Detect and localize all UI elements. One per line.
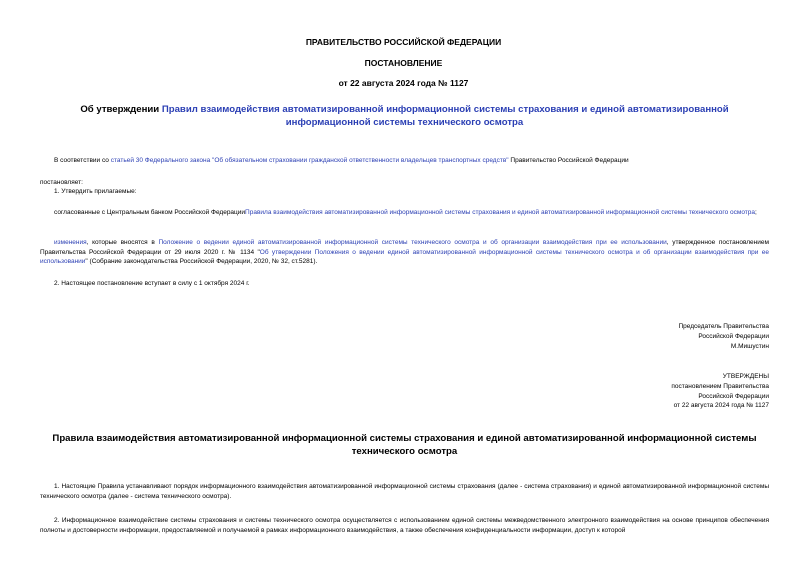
item-2: 2. Настоящее постановление вступает в силу с 1 октября 2024 г.	[54, 280, 250, 287]
agreed-text-1: согласованные с Центральным банком Российской Федерации	[54, 209, 246, 216]
rules-title: Правила взаимодействия автоматизированной информационной системы страхования и единой автоматизированной информационной системы технического осмотра	[52, 433, 757, 457]
title-rules-link[interactable]: Правил взаимодействия автоматизированной информационной системы страхования и единой автоматизированной информационной системы технического осмотра	[161, 104, 729, 128]
resolution-title-link[interactable]: Об утверждении Положения о ведении единой автоматизированной информационной системы технического осмотра и об организации взаимодействия при ее использовании	[40, 248, 769, 265]
document-title	[40, 104, 769, 129]
government-heading: ПРАВИТЕЛЬСТВО РОССИЙСКОЙ ФЕДЕРАЦИИ	[305, 37, 502, 47]
approved-by: постановлением Правительства	[671, 382, 769, 390]
changes-text-3: " (Собрание законодательства Российской Федерации, 2020, № 32, ст.5281).	[85, 258, 318, 265]
approved-country: Российской Федерации	[698, 392, 769, 400]
approval-block	[671, 372, 769, 411]
federal-law-link[interactable]: статьей 30 Федерального закона "Об обязательном страховании гражданской ответственности владельцев транспортных средств"	[110, 157, 509, 164]
agreed-rules-link[interactable]: Правила взаимодействия автоматизированной информационной системы страхования и единой автоматизированной информационной системы технического осмотра	[245, 209, 756, 216]
approved-date-number: от 22 августа 2024 года № 1127	[673, 402, 769, 410]
item-1: 1. Утвердить прилагаемые:	[54, 188, 137, 195]
regulation-link[interactable]: Положение о ведении единой автоматизированной информационной системы технического осмотра и об организации взаимодействия при ее использовании	[158, 239, 667, 246]
changes-paragraph	[40, 238, 769, 267]
decides-label: постановляет:	[40, 179, 83, 186]
rule-1: 1. Настоящие Правила устанавливают порядок информационного взаимодействия автоматизированной информационной системы страхования (далее - система страхования) и единой автоматизированной информационной системы технического осмотра (далее - система технического осмотра).	[40, 483, 769, 500]
approved-label: УТВЕРЖДЕНЫ	[722, 373, 769, 380]
preamble-text-2: Правительство Российской Федерации	[508, 157, 629, 164]
rule-2: 2. Информационное взаимодействие системы страхования и системы технического осмотра осуществляется с использованием единой системы межведомственного электронного взаимодействия на основе принципов обеспечения полноты и достоверности информации, предоставляемой и получаемой в рамках информационного взаимодействия, а также обеспечения конфиденциальности информации, доступ к которой	[40, 517, 769, 534]
changes-link[interactable]: изменения	[54, 239, 87, 246]
document-type: ПОСТАНОВЛЕНИЕ	[364, 58, 443, 68]
title-prefix: Об утверждении	[80, 104, 162, 115]
agreed-paragraph	[40, 208, 769, 218]
signature-block	[678, 322, 769, 351]
changes-text-1: , которые вносятся в	[86, 239, 159, 246]
changes-text-2: , утвержденное постановлением Правительства Российской Федерации от 29 июля 2020 г. № 1134 "	[40, 239, 769, 256]
preamble-text-1: В соответствии со	[54, 157, 111, 164]
signature-country: Российской Федерации	[698, 332, 769, 340]
signature-name: М.Мишустин	[730, 342, 769, 350]
signature-position: Председатель Правительства	[678, 323, 769, 330]
document-date-number: от 22 августа 2024 года № 1127	[338, 78, 469, 88]
agreed-text-2: ;	[755, 209, 757, 216]
preamble	[40, 156, 769, 166]
